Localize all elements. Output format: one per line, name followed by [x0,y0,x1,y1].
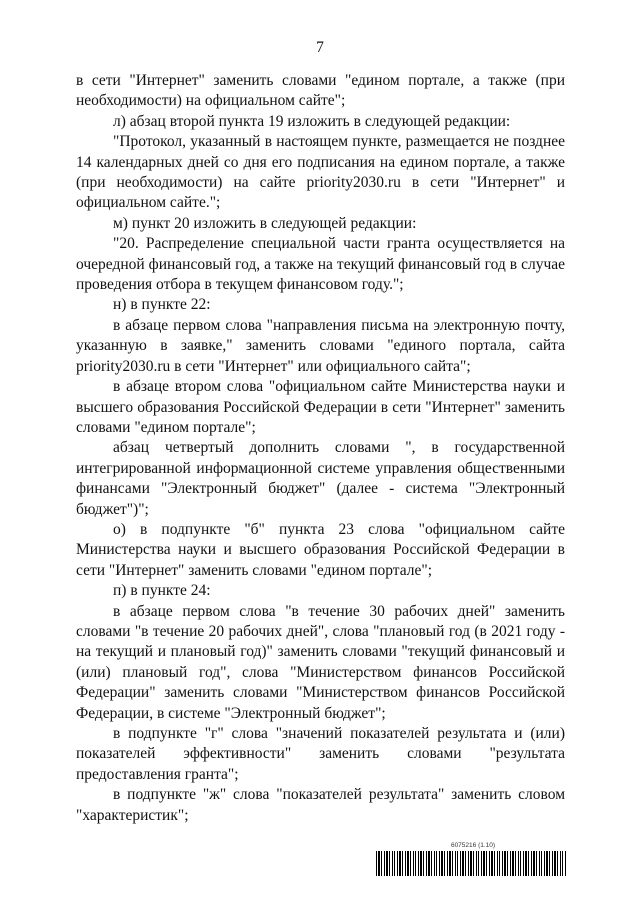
paragraph: абзац четвертый дополнить словами ", в государственной интегрированной информационной системе управления общественными финансами "Электронный бюджет" (далее - система "Электронный бюджет")"; [76,439,565,518]
paragraph: п) в пункте 24: [113,582,211,600]
paragraph: в сети "Интернет" заменить словами "едином портале, а также (при необходимости) на официальном сайте"; [76,72,565,110]
paragraph: "Протокол, указанный в настоящем пункте, размещается не позднее 14 календарных дней со дня его подписания на едином портале, а также (при необходимости) на сайте priority2030.ru в сети "Интернет" и официальном сайте."; [76,133,565,212]
barcode-id-text: 6075216 (1.10) [450,842,496,849]
paragraph: в подпункте "г" слова "значений показателей результата и (или) показателей эффективности" заменить словами "результата предоставления гранта"; [76,725,565,783]
paragraph: в подпункте "ж" слова "показателей результата" заменить словом "характеристик"; [76,786,565,824]
paragraph: "20. Распределение специальной части гранта осуществляется на очередной финансовый год, а также на текущий финансовый год в случае проведения отбора в текущем финансовом году."; [76,235,565,294]
document-body [76,71,565,826]
paragraph: м) пункт 20 изложить в следующей редакции: [113,214,417,232]
paragraph: л) абзац второй пункта 19 изложить в следующей редакции: [113,112,511,130]
page-number: 7 [316,39,324,56]
paragraph: о) в подпункте "б" пункта 23 слова "официальном сайте Министерства науки и высшего образования Российской Федерации в сети "Интернет" заменить словами "едином портале"; [76,520,565,579]
paragraph: в абзаце первом слова "направления письма на электронную почту, указанную в заявке," заменить словами "единого портала, сайта priority2030.ru в сети "Интернет" или официального сайта"; [76,316,565,375]
paragraph: н) в пункте 22: [113,296,211,314]
paragraph: в абзаце первом слова "в течение 30 рабочих дней" заменить словами "в течение 20 рабочих дней", слова "плановый год (в 2021 году - на текущий и плановый год)" заменить словами "текущий финансовый и (или) плановый год", слова "Министерством финансов Российской Федерации" заменить словами "Министерством финансов Российской Федерации, в системе "Электронный бюджет"; [76,602,565,722]
barcode-image [376,851,566,876]
paragraph: в абзаце втором слова "официальном сайте Министерства науки и высшего образования Российской Федерации в сети "Интернет" заменить словами "едином портале"; [76,378,565,436]
